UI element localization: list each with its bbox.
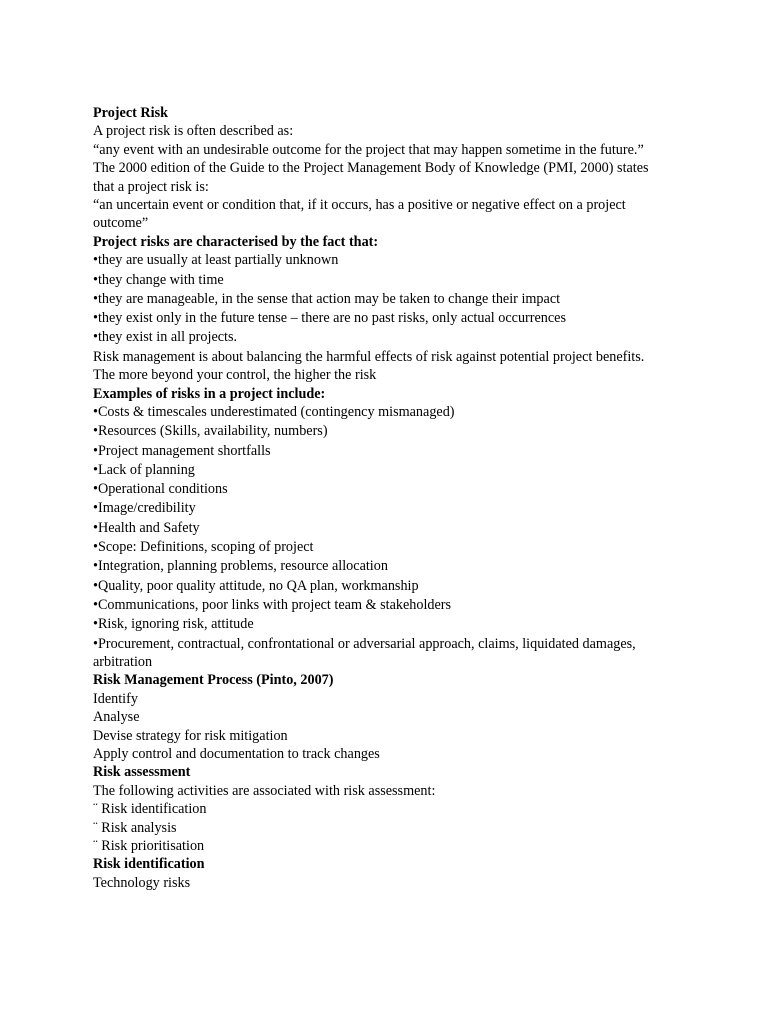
list-item: •they change with time	[93, 271, 224, 288]
process-step: Devise strategy for risk mitigation	[93, 727, 288, 744]
assessment-item: ¨ Risk analysis	[93, 819, 177, 836]
process-step: Analyse	[93, 709, 140, 726]
characteristics-list	[93, 251, 672, 347]
heading-characterised: Project risks are characterised by the fact that:	[93, 233, 379, 250]
list-item: •Integration, planning problems, resource allocation	[93, 558, 388, 575]
assessment-intro: The following activities are associated with risk assessment:	[93, 782, 436, 799]
list-item: •Communications, poor links with project team & stakeholders	[93, 596, 452, 613]
list-item: •Risk, ignoring risk, attitude	[93, 616, 254, 633]
list-item: •Health and Safety	[93, 519, 200, 536]
list-item: •Operational conditions	[93, 481, 228, 498]
intro-text: A project risk is often described as:	[93, 123, 294, 140]
process-step: Identify	[93, 690, 138, 707]
technology-risks: Technology risks	[93, 874, 191, 891]
list-item: •they are usually at least partially unknown	[93, 252, 339, 269]
list-item: •Project management shortfalls	[93, 442, 271, 459]
heading-process: Risk Management Process (Pinto, 2007)	[93, 672, 334, 689]
list-item: •they are manageable, in the sense that action may be taken to change their impact	[93, 290, 561, 307]
list-item: •Lack of planning	[93, 461, 195, 478]
examples-list	[93, 403, 672, 635]
heading-assessment: Risk assessment	[93, 764, 191, 781]
list-item: •Scope: Definitions, scoping of project	[93, 539, 314, 556]
quote-definition-1: “any event with an undesirable outcome for the project that may happen sometime in the future.”	[93, 141, 644, 158]
assessment-list	[93, 800, 672, 855]
list-item: •Quality, poor quality attitude, no QA plan, workmanship	[93, 577, 419, 594]
assessment-item: ¨ Risk identification	[93, 801, 207, 818]
heading-identification: Risk identification	[93, 856, 205, 873]
control-statement: The more beyond your control, the higher the risk	[93, 367, 377, 384]
process-step: Apply control and documentation to track changes	[93, 745, 380, 762]
list-item: •they exist in all projects.	[93, 329, 238, 346]
list-item: •they exist only in the future tense – there are no past risks, only actual occurrences	[93, 310, 566, 327]
process-steps	[93, 690, 672, 764]
heading-project-risk: Project Risk	[93, 105, 168, 121]
list-item: •Image/credibility	[93, 500, 196, 517]
list-item: •Costs & timescales underestimated (contingency mismanaged)	[93, 403, 455, 420]
list-item: •Resources (Skills, availability, numbers)	[93, 423, 328, 440]
quote-definition-2: “an uncertain event or condition that, if it occurs, has a positive or negative effect on a project outcome”	[93, 197, 626, 232]
assessment-item: ¨ Risk prioritisation	[93, 837, 205, 854]
pmbok-statement: The 2000 edition of the Guide to the Project Management Body of Knowledge (PMI, 2000) states that a project risk is:	[93, 160, 649, 195]
heading-examples: Examples of risks in a project include:	[93, 385, 326, 402]
procurement-item: •Procurement, contractual, confrontational or adversarial approach, claims, liquidated damages, arbitration	[93, 635, 636, 670]
balance-statement: Risk management is about balancing the harmful effects of risk against potential project benefits.	[93, 348, 645, 365]
